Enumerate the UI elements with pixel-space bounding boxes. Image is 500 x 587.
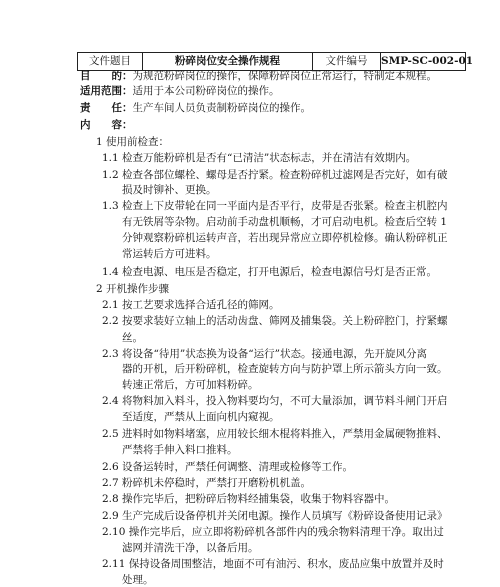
responsibility-row	[80, 101, 311, 115]
text-line: 2.8 操作完毕后，把粉碎后物料经捕集袋，收集于物料容器中。	[102, 493, 396, 505]
text-line: 2.1 按工艺要求选择合适孔径的筛网。	[102, 299, 280, 311]
purpose-row	[80, 69, 437, 83]
text-line: 器的开机，后开粉碎机，检查旋转方向与防护罩上所示箭头方向一致。	[122, 363, 448, 375]
text-line: 丝。	[122, 332, 143, 344]
content-label: 内 容：	[80, 119, 133, 131]
text-line: 2.10 操作完毕后，应立即将粉碎机各部件内的残余物料清理干净。取出过	[102, 526, 444, 538]
text-line: 严禁将手伸入料口推料。	[122, 444, 238, 456]
scope-text: 适用于本公司粉碎岗位的操作。	[132, 85, 280, 97]
text-line: 损及时铆补、更换。	[122, 184, 217, 196]
text-line: 常运转后方可进料。	[122, 248, 217, 260]
text-line: 处理。	[122, 574, 154, 586]
responsibility-label: 责 任：	[80, 102, 133, 114]
text-line: 1.2 检查各部位螺栓、螺母是否拧紧。检查粉碎机过滤网是否完好，如有破	[102, 169, 448, 181]
text-line: 2.2 按要求装好立轴上的活动齿盘、筛网及捕集袋。关上粉碎腔门，拧紧螺	[102, 315, 448, 327]
text-line: 有无铁屑等杂物。启动前手动盘机顺畅，才可启动电机。检查后空转 1	[122, 216, 448, 228]
text-line: 2.4 将物料加入料斗，投入物料要均匀，不可大量添加，调节料斗闸门开启	[102, 395, 448, 407]
scope-row	[80, 84, 280, 98]
purpose-text: 为规范粉碎岗位的操作，保障粉碎岗位正常运行，特制定本规程。	[132, 70, 437, 82]
text-line: 至适度，严禁从上面向机内窥视。	[122, 411, 280, 423]
text-line: 2.3 将设备“待用”状态换为设备“运行”状态。接通电源，先开旋风分离	[102, 348, 428, 360]
text-line: 1.1 检查万能粉碎机是否有“已清洁”状态标志，并在清洁有效期内。	[102, 152, 417, 164]
purpose-label: 目 的：	[80, 70, 133, 82]
text-line: 转速正常后，方可加料粉碎。	[122, 379, 259, 391]
header-number-value: SMP-SC-002-01	[381, 53, 466, 71]
text-line: 2.5 进料时如物料堵塞，应用较长细木棍将料推入，严禁用金属硬物推料、	[102, 428, 448, 440]
scope-label: 适用范围：	[80, 85, 133, 97]
text-line: 1.3 检查上下皮带轮在同一平面内是否平行，皮带是否张紧。检查主机腔内	[102, 200, 448, 212]
content-row	[80, 118, 133, 132]
text-line: 2.7 粉碎机未停稳时，严禁打开磨粉机机盖。	[102, 477, 312, 489]
header-number-label: 文件编号	[313, 53, 381, 71]
text-line: 2.6 设备运转时，严禁任何调整、清理或检修等工作。	[102, 461, 354, 473]
text-line: 1 使用前检查：	[96, 136, 170, 148]
responsibility-text: 生产车间人员负责制粉碎岗位的操作。	[132, 102, 311, 114]
text-line: 1.4 检查电源、电压是否稳定，打开电源后，检查电源信号灯是否正常。	[102, 266, 438, 278]
text-line: 2.11 保持设备周围整洁，地面不可有油污、积水，废品应集中放置并及时	[102, 558, 444, 570]
header-title-value: 粉碎岗位安全操作规程	[143, 53, 313, 71]
text-line: 分钟观察粉碎机运转声音，若出现异常应立即停机检修。确认粉碎机正	[122, 232, 448, 244]
text-line: 滤网并清洗干净，以备后用。	[122, 542, 259, 554]
header-title-label: 文件题目	[78, 53, 143, 71]
text-line: 2 开机操作步骤	[96, 283, 170, 295]
text-line: 2.9 生产完成后设备停机并关闭电源。操作人员填写《粉碎设备使用记录》	[102, 510, 448, 522]
